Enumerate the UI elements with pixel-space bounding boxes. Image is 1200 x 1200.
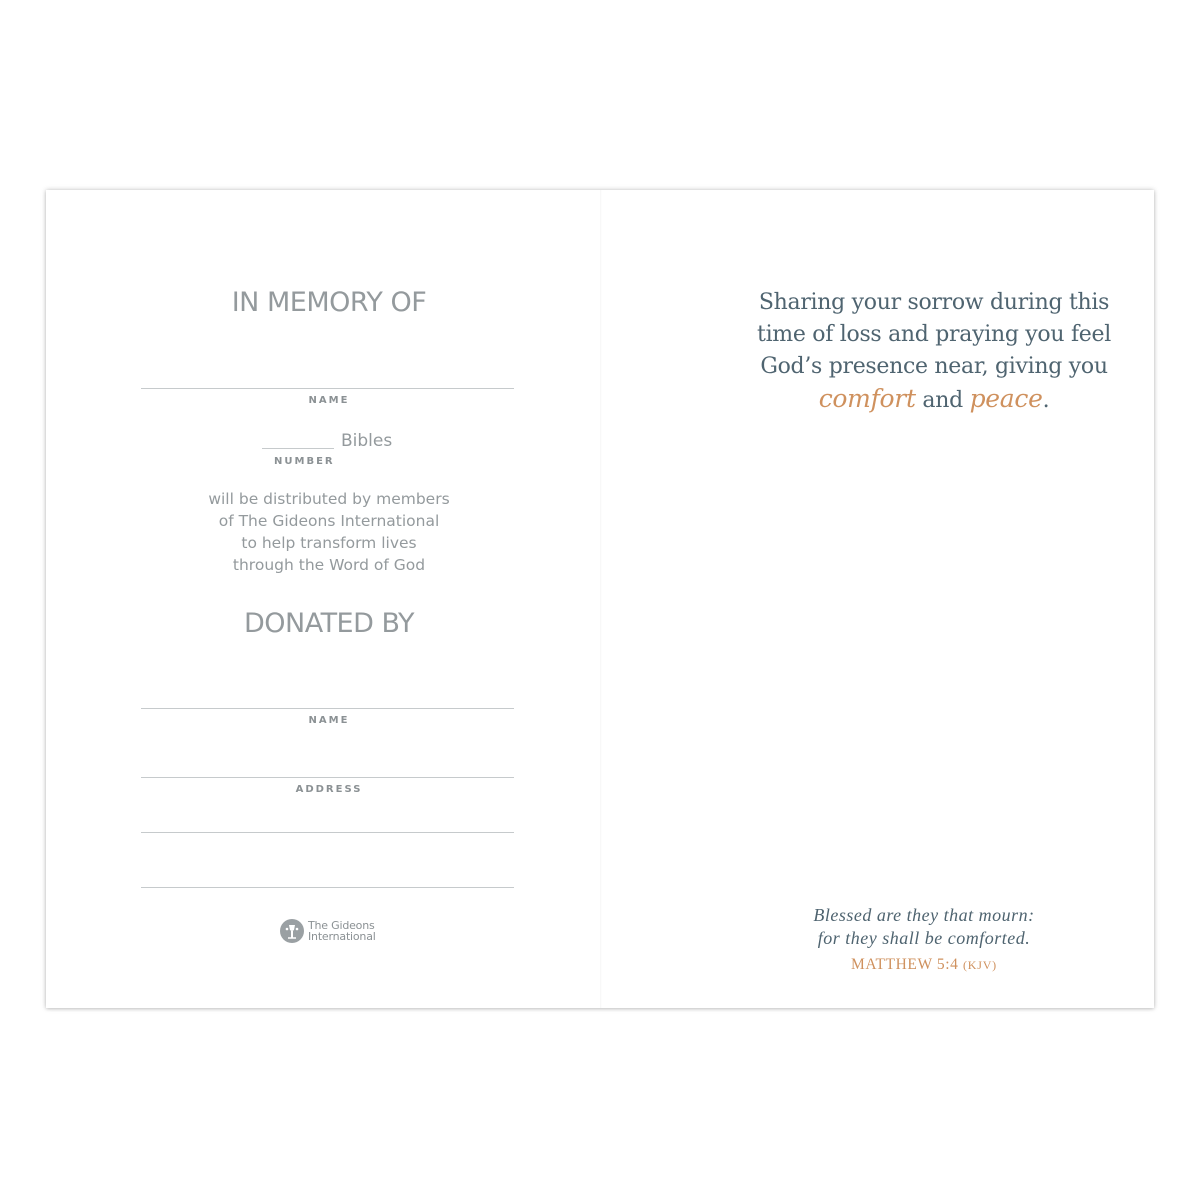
- donated-heading: DONATED BY: [243, 608, 415, 639]
- connector-word: and: [915, 388, 970, 413]
- address-caption: ADDRESS: [295, 784, 363, 795]
- memory-heading: IN MEMORY OF: [231, 287, 427, 318]
- scripture-quote: [602, 904, 1200, 950]
- distribution-line: of The Gideons International: [218, 512, 440, 530]
- distribution-text: [46, 488, 612, 576]
- address-line-1[interactable]: [141, 777, 514, 778]
- address-line-2[interactable]: [141, 832, 514, 833]
- logo-line-1: The Gideons: [308, 919, 375, 932]
- gideons-logo: [280, 918, 376, 944]
- bibles-label: Bibles: [341, 431, 393, 451]
- distribution-line: through the Word of God: [232, 556, 426, 574]
- sympathy-message: [602, 287, 1200, 417]
- reference-text: MATTHEW 5:4: [851, 956, 959, 973]
- message-line: God’s presence near, giving you: [760, 354, 1108, 379]
- memorial-name-caption: NAME: [308, 395, 350, 406]
- bible-number-line[interactable]: [262, 448, 334, 449]
- right-panel: [602, 190, 1154, 1008]
- version-text: (KJV): [962, 958, 997, 972]
- message-line-final: [602, 383, 1200, 417]
- quote-line: for they shall be comforted.: [817, 928, 1031, 948]
- address-line-3[interactable]: [141, 887, 514, 888]
- donor-name-line[interactable]: [141, 708, 514, 709]
- message-line: Sharing your sorrow during this: [758, 290, 1110, 315]
- quote-line: Blessed are they that mourn:: [813, 905, 1035, 925]
- distribution-line: will be distributed by members: [208, 490, 450, 508]
- message-line: time of loss and praying you feel: [757, 322, 1111, 347]
- peace-word: peace: [969, 384, 1043, 413]
- memorial-name-line[interactable]: [141, 388, 514, 389]
- message-period: .: [1042, 388, 1050, 413]
- donor-name-caption: NAME: [308, 715, 350, 726]
- left-panel: [46, 190, 600, 1008]
- distribution-line: to help transform lives: [241, 534, 417, 552]
- memorial-card: [46, 190, 1154, 1008]
- comfort-word: comfort: [818, 384, 916, 413]
- gideons-logo-text: [308, 920, 376, 942]
- number-caption: NUMBER: [274, 456, 335, 467]
- logo-line-2: International: [308, 930, 376, 943]
- scripture-reference: [602, 956, 1200, 974]
- gideons-emblem-icon: [280, 919, 304, 943]
